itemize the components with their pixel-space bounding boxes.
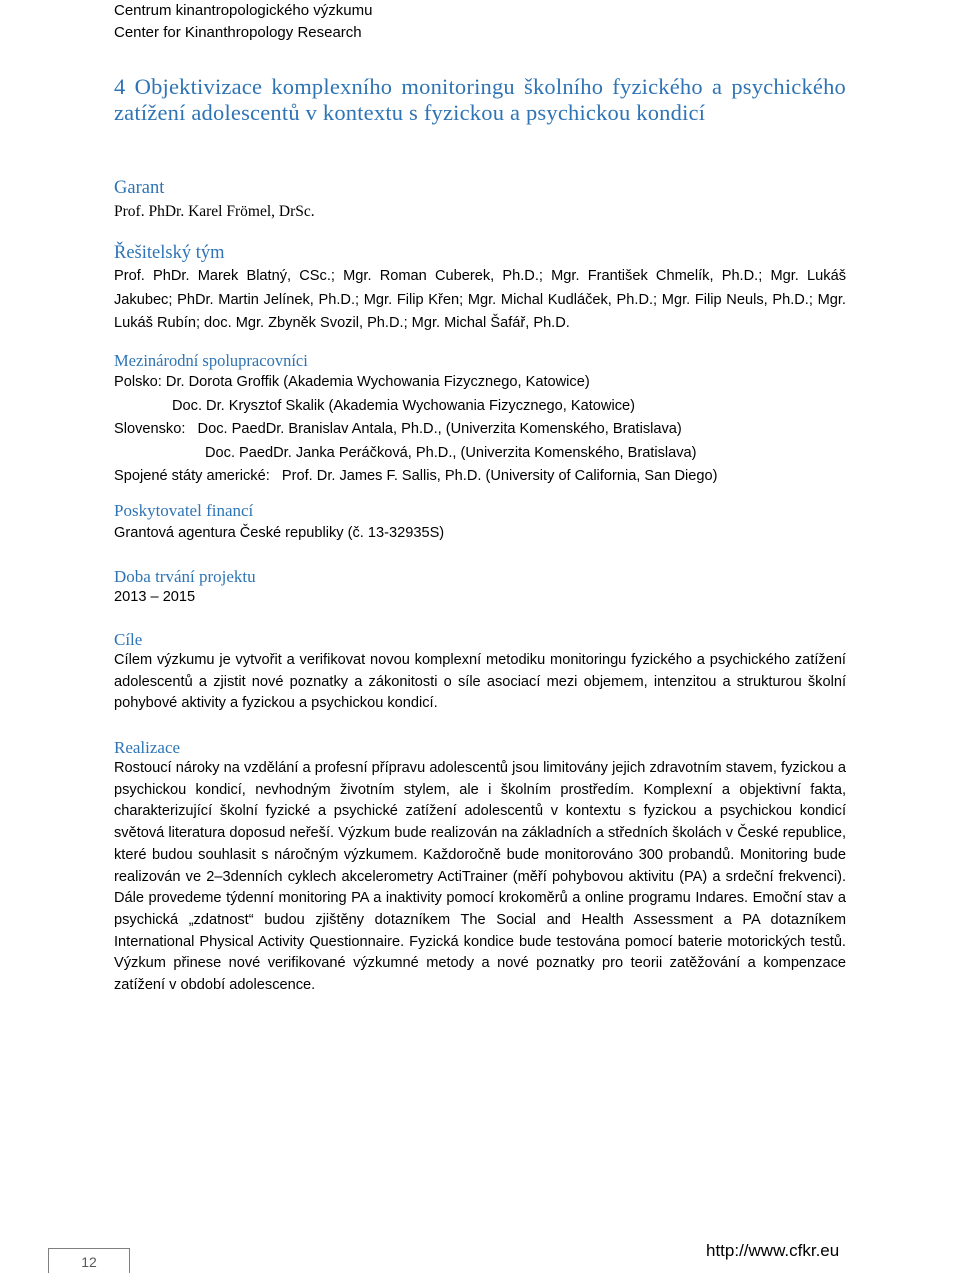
- funding-heading: Poskytovatel financí: [114, 501, 254, 520]
- funding-text: Grantová agentura České republiky (č. 13-32935S): [114, 525, 445, 541]
- goals-heading: Cíle: [114, 630, 143, 649]
- partner-line: Doc. PaedDr. Janka Peráčková, Ph.D., (Univerzita Komenského, Bratislava): [205, 444, 697, 461]
- duration-heading: Doba trvání projektu: [114, 567, 256, 586]
- goals-text: Cílem výzkumu je vytvořit a verifikovat novou komplexní metodiku monitoringu fyzického a psychického zatížení adolescentů a zjistit nové poznatky a zákonitosti o síle asociací mezi objemem, intenzitou a strukturou školní pohybové aktivity a fyzickou a psychickou kondicí.: [114, 652, 846, 712]
- page-number: 12: [48, 1248, 130, 1273]
- partners-list: [114, 371, 846, 489]
- realization-text: Rostoucí nároky na vzdělání a profesní přípravu adolescentů jsou limitovány jejich zdravotním stavem, fyzickou a psychickou kondicí, nevhodným životním stylem, ale i školním prostředím. Komplexní a objektivní fakta, charakterizující školní fyzické a psychické zatížení adolescentů v kontextu s fyzickou a psychickou kondicí světová literatura doposud neřeší. Výzkum bude realizován na základních a středních školách v České republice, které budou souhlasit s náročným výzkumem. Každoročně bude monitorováno 300 probandů. Monitoring bude realizován ve 2–3denních cyklech akcelerometry ActiTrainer (měří pohybovou aktivitu (PA) a srdeční frekvenci). Dále provedeme týdenní monitoring PA a inaktivity pomocí krokoměrů a online programu Indares. Emoční stav a psychická „zdatnost“ budou zjištěny dotazníkem The Social and Health Assessment a PA dotazníkem International Physical Activity Questionnaire. Fyzická kondice bude testována pomocí baterie motorických testů. Výzkum přinese nové verifikované výzkumné metody a nové poznatky pro teorii zatěžování a kompenzace zatížení v období adolescence.: [114, 760, 846, 994]
- page-header: [114, 0, 372, 44]
- footer-url: http://www.cfkr.eu: [706, 1241, 840, 1260]
- garant-name: Prof. PhDr. Karel Frömel, DrSc.: [114, 203, 315, 220]
- partner-line: Spojené státy americké: Prof. Dr. James F. Sallis, Ph.D. (University of California, San Diego): [114, 468, 718, 484]
- header-line-2: Center for Kinanthropology Research: [114, 24, 362, 41]
- garant-heading: Garant: [114, 178, 165, 198]
- team-members: Prof. PhDr. Marek Blatný, CSc.; Mgr. Roman Cuberek, Ph.D.; Mgr. František Chmelík, Ph.D.; Mgr. Lukáš Jakubec; PhDr. Martin Jelínek, Ph.D.; Mgr. Filip Křen; Mgr. Michal Kudláček, Ph.D.; Mgr. Filip Neuls, Ph.D.; Mgr. Lukáš Rubín; doc. Mgr. Zbyněk Svozil, Ph.D.; Mgr. Michal Šafář, Ph.D.: [114, 268, 846, 331]
- partners-heading: Mezinárodní spolupracovníci: [114, 351, 308, 370]
- partner-line: Slovensko: Doc. PaedDr. Branislav Antala, Ph.D., (Univerzita Komenského, Bratislava): [114, 421, 682, 437]
- realization-heading: Realizace: [114, 738, 181, 757]
- partner-line: Polsko: Dr. Dorota Groffik (Akademia Wychowania Fizycznego, Katowice): [114, 374, 590, 390]
- project-title: 4 Objektivizace komplexního monitoringu školního fyzického a psychického zatížení adolescentů v kontextu s fyzickou a psychickou kondicí: [114, 74, 846, 125]
- team-heading: Řešitelský tým: [114, 243, 225, 263]
- partner-line: Doc. Dr. Krysztof Skalik (Akademia Wychowania Fizycznego, Katowice): [172, 397, 635, 414]
- header-line-1: Centrum kinantropologického výzkumu: [114, 2, 373, 19]
- duration-text: 2013 – 2015: [114, 589, 196, 605]
